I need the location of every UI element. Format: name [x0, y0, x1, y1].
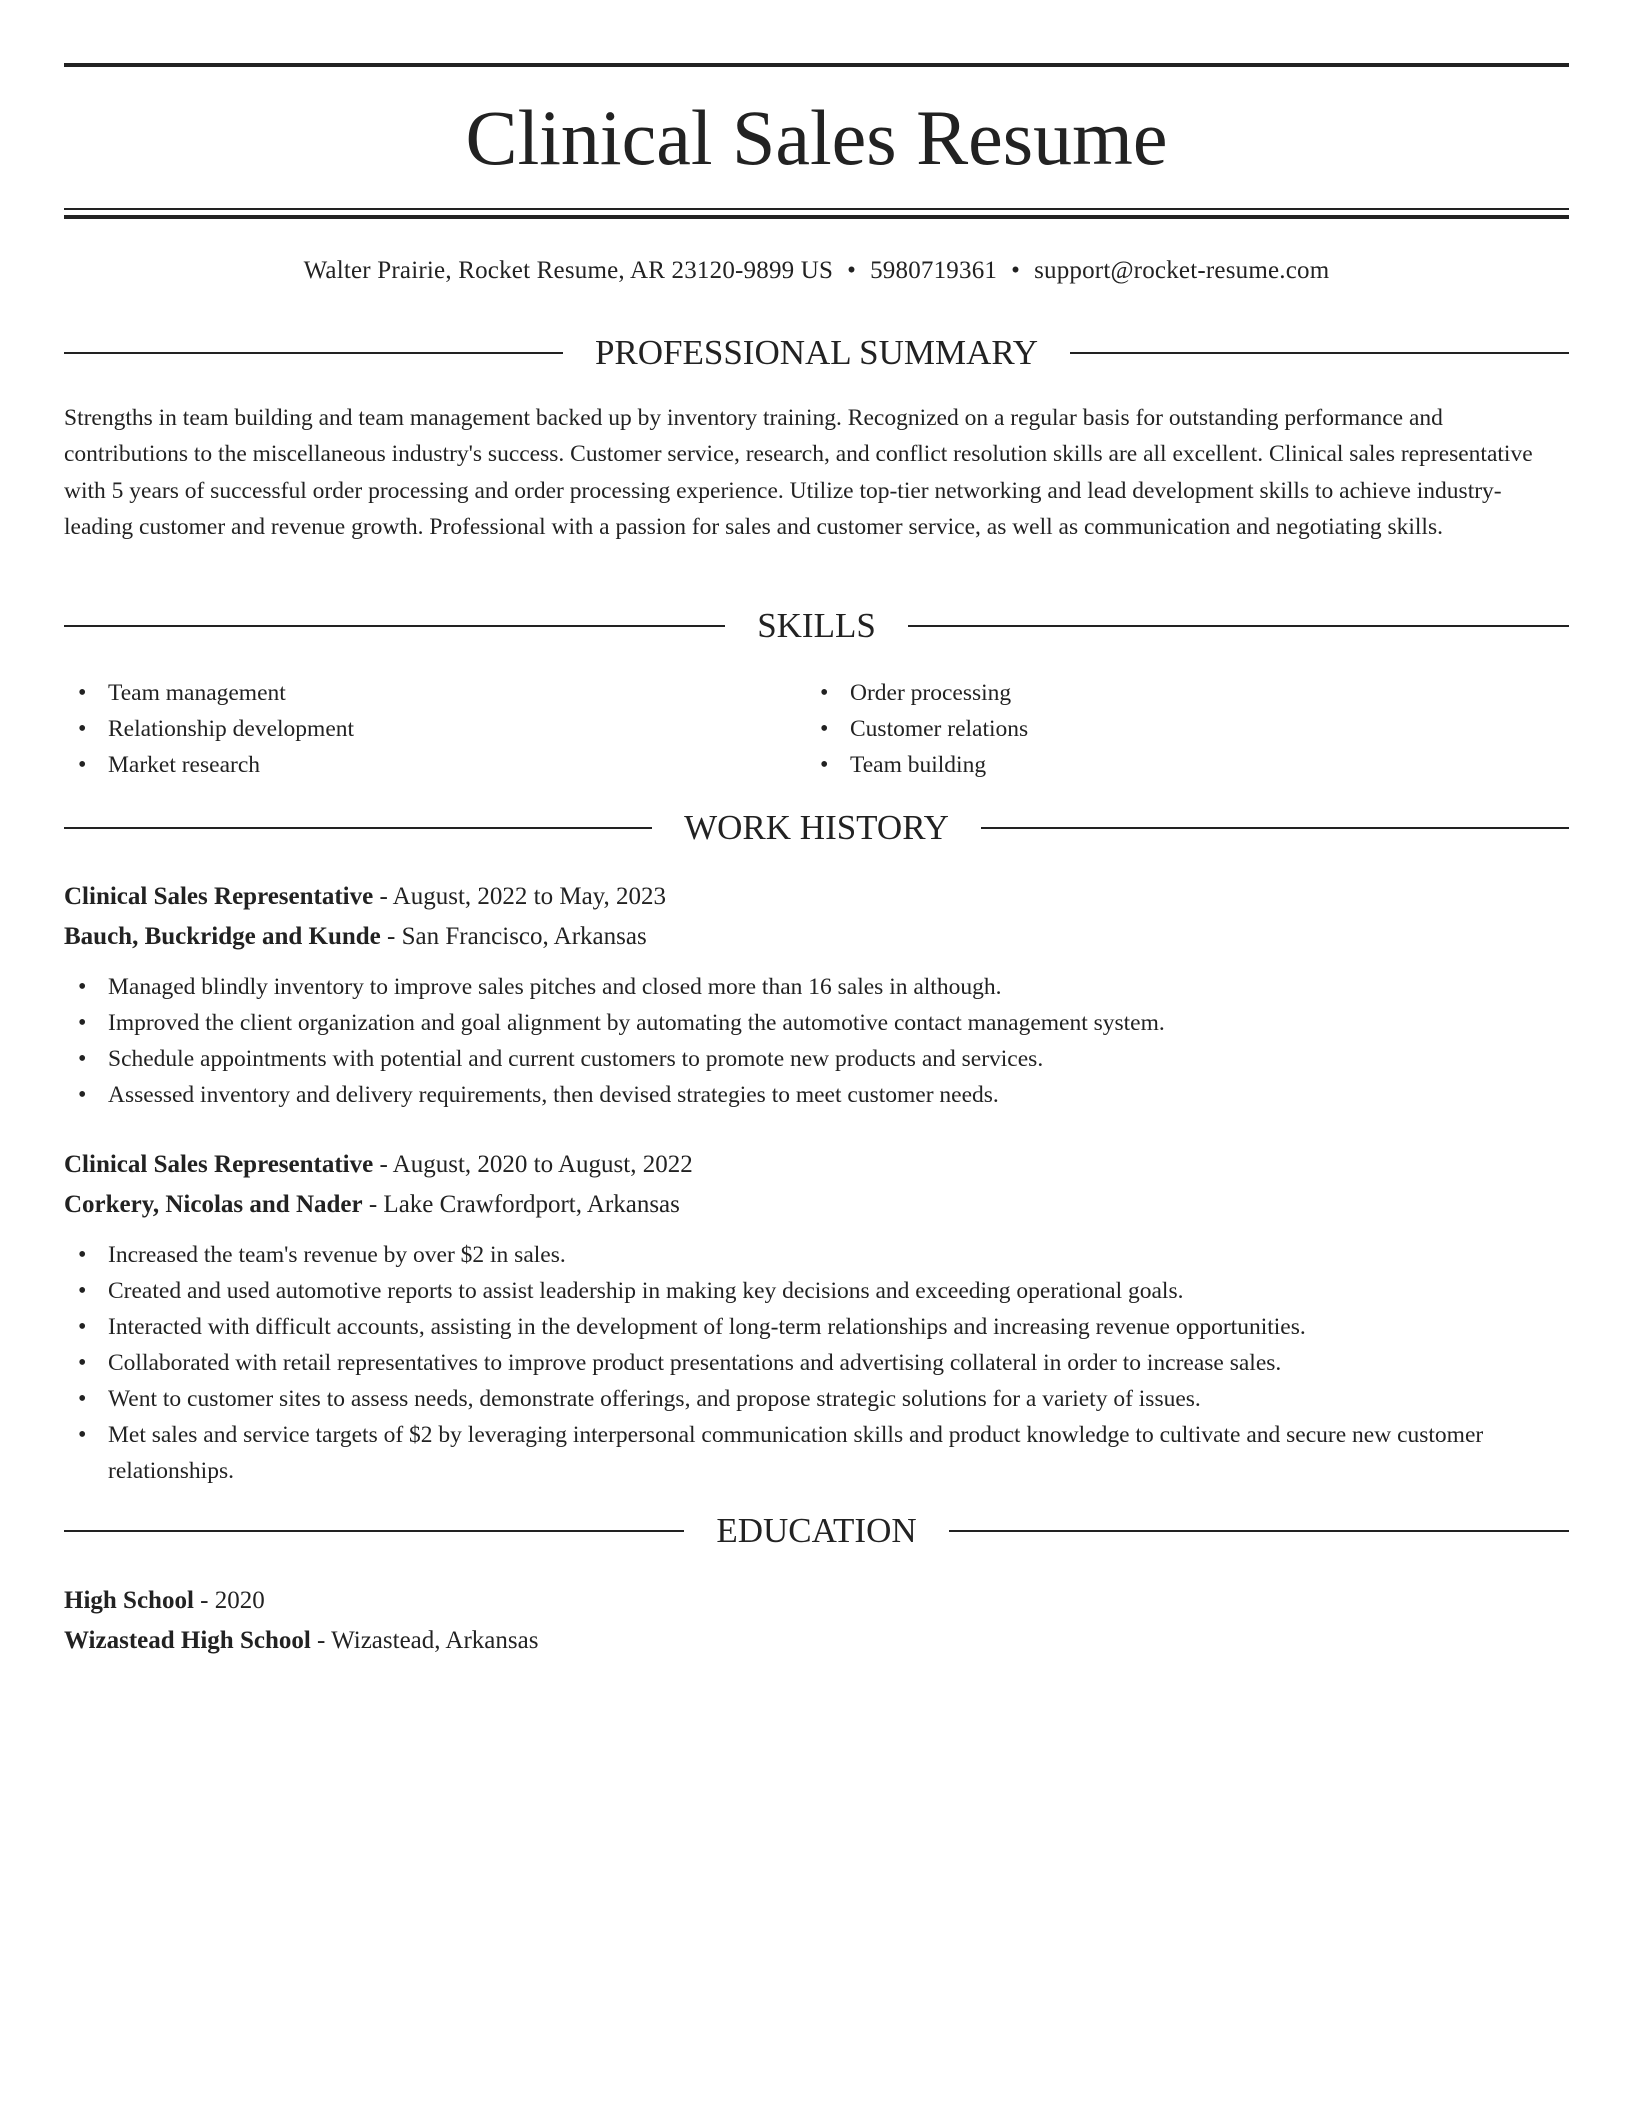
skills-column-left — [64, 675, 806, 783]
contact-address: Walter Prairie, Rocket Resume, AR 23120-9899 US — [303, 257, 834, 284]
contact-phone: 5980719361 — [870, 257, 998, 284]
skill-item: • Market research — [64, 747, 806, 783]
contact-separator: • — [847, 257, 857, 284]
job-duties — [64, 969, 1569, 1113]
contact-separator: • — [1011, 257, 1021, 284]
heading-rule — [64, 1530, 684, 1532]
job-company-line — [64, 917, 1569, 957]
job-title: Clinical Sales Representative — [64, 1151, 374, 1178]
job-location: - Lake Crawfordport, Arkansas — [368, 1191, 680, 1218]
education-heading-label: EDUCATION — [716, 1511, 917, 1550]
skill-item: • Customer relations — [806, 711, 1548, 747]
job-duty: • Went to customer sites to assess needs, demonstrate offerings, and propose strategic solutions for a variety of issues. — [64, 1381, 1569, 1417]
job-title-line — [64, 877, 1569, 917]
title-rule-thin — [64, 208, 1569, 210]
heading-rule — [949, 1530, 1569, 1532]
skills-column-right — [806, 675, 1548, 783]
job-duty: • Collaborated with retail representatives to improve product presentations and advertising collateral in order to increase sales. — [64, 1345, 1569, 1381]
skills-heading-label: SKILLS — [757, 606, 876, 645]
job-duty: • Managed blindly inventory to improve sales pitches and closed more than 16 sales in although. — [64, 969, 1569, 1005]
contact-email: support@rocket-resume.com — [1034, 257, 1330, 284]
summary-text: Strengths in team building and team management backed up by inventory training. Recognized on a regular basis for outstanding performance and contributions to the miscellaneous industry's success. Customer service, research, and conflict resolution skills are all excellent. Clinical sales representative with 5 years of successful order processing and order processing experience. Utilize top-tier networking and lead development skills to achieve industry-leading customer and revenue growth. Professional with a passion for sales and customer service, as well as communication and negotiating skills. — [64, 405, 1533, 540]
job-duty: • Schedule appointments with potential and current customers to promote new products and services. — [64, 1041, 1569, 1077]
title-rule-thick — [64, 215, 1569, 219]
education-location: - Wizastead, Arkansas — [317, 1627, 539, 1654]
job-location: - San Francisco, Arkansas — [387, 923, 647, 950]
resume-title: Clinical Sales Resume — [465, 94, 1168, 181]
skill-item: • Order processing — [806, 675, 1548, 711]
heading-rule — [1070, 352, 1569, 354]
job-duty: • Met sales and service targets of $2 by leveraging interpersonal communication skills and product knowledge to cultivate and secure new customer relationships. — [64, 1417, 1569, 1489]
job-entry — [64, 877, 1569, 1113]
skill-item: • Team management — [64, 675, 806, 711]
job-title-line — [64, 1145, 1569, 1185]
skill-item: • Team building — [806, 747, 1548, 783]
job-title: Clinical Sales Representative — [64, 883, 374, 910]
job-duty: • Assessed inventory and delivery requirements, then devised strategies to meet customer needs. — [64, 1077, 1569, 1113]
education-degree-line — [64, 1581, 1569, 1621]
work-heading-label: WORK HISTORY — [684, 808, 949, 847]
skill-item: • Relationship development — [64, 711, 806, 747]
education-school: Wizastead High School — [64, 1627, 311, 1654]
heading-rule — [64, 827, 652, 829]
education-year: - 2020 — [200, 1587, 265, 1614]
skills-heading — [64, 604, 1569, 648]
job-company-line — [64, 1185, 1569, 1225]
job-duty: • Created and used automotive reports to assist leadership in making key decisions and exceeding operational goals. — [64, 1273, 1569, 1309]
education-school-line — [64, 1621, 1569, 1661]
education-heading — [64, 1509, 1569, 1553]
work-heading — [64, 806, 1569, 850]
skills-list — [64, 675, 1569, 783]
heading-rule — [908, 625, 1569, 627]
heading-rule — [64, 625, 725, 627]
job-duty: • Improved the client organization and goal alignment by automating the automotive contact management system. — [64, 1005, 1569, 1041]
heading-rule — [981, 827, 1569, 829]
heading-rule — [64, 352, 563, 354]
job-dates: - August, 2020 to August, 2022 — [379, 1151, 693, 1178]
job-duty: • Interacted with difficult accounts, assisting in the development of long-term relationships and increasing revenue opportunities. — [64, 1309, 1569, 1345]
job-duty: • Increased the team's revenue by over $2 in sales. — [64, 1237, 1569, 1273]
summary-heading-label: PROFESSIONAL SUMMARY — [594, 333, 1039, 372]
top-rule — [64, 63, 1569, 67]
contact-line — [64, 255, 1569, 287]
education-degree: High School — [64, 1587, 194, 1614]
job-entry — [64, 1145, 1569, 1489]
job-company: Bauch, Buckridge and Kunde — [64, 923, 381, 950]
job-duties — [64, 1237, 1569, 1489]
job-company: Corkery, Nicolas and Nader — [64, 1191, 363, 1218]
education-entry — [64, 1581, 1569, 1661]
job-dates: - August, 2022 to May, 2023 — [379, 883, 667, 910]
summary-heading — [64, 331, 1569, 375]
